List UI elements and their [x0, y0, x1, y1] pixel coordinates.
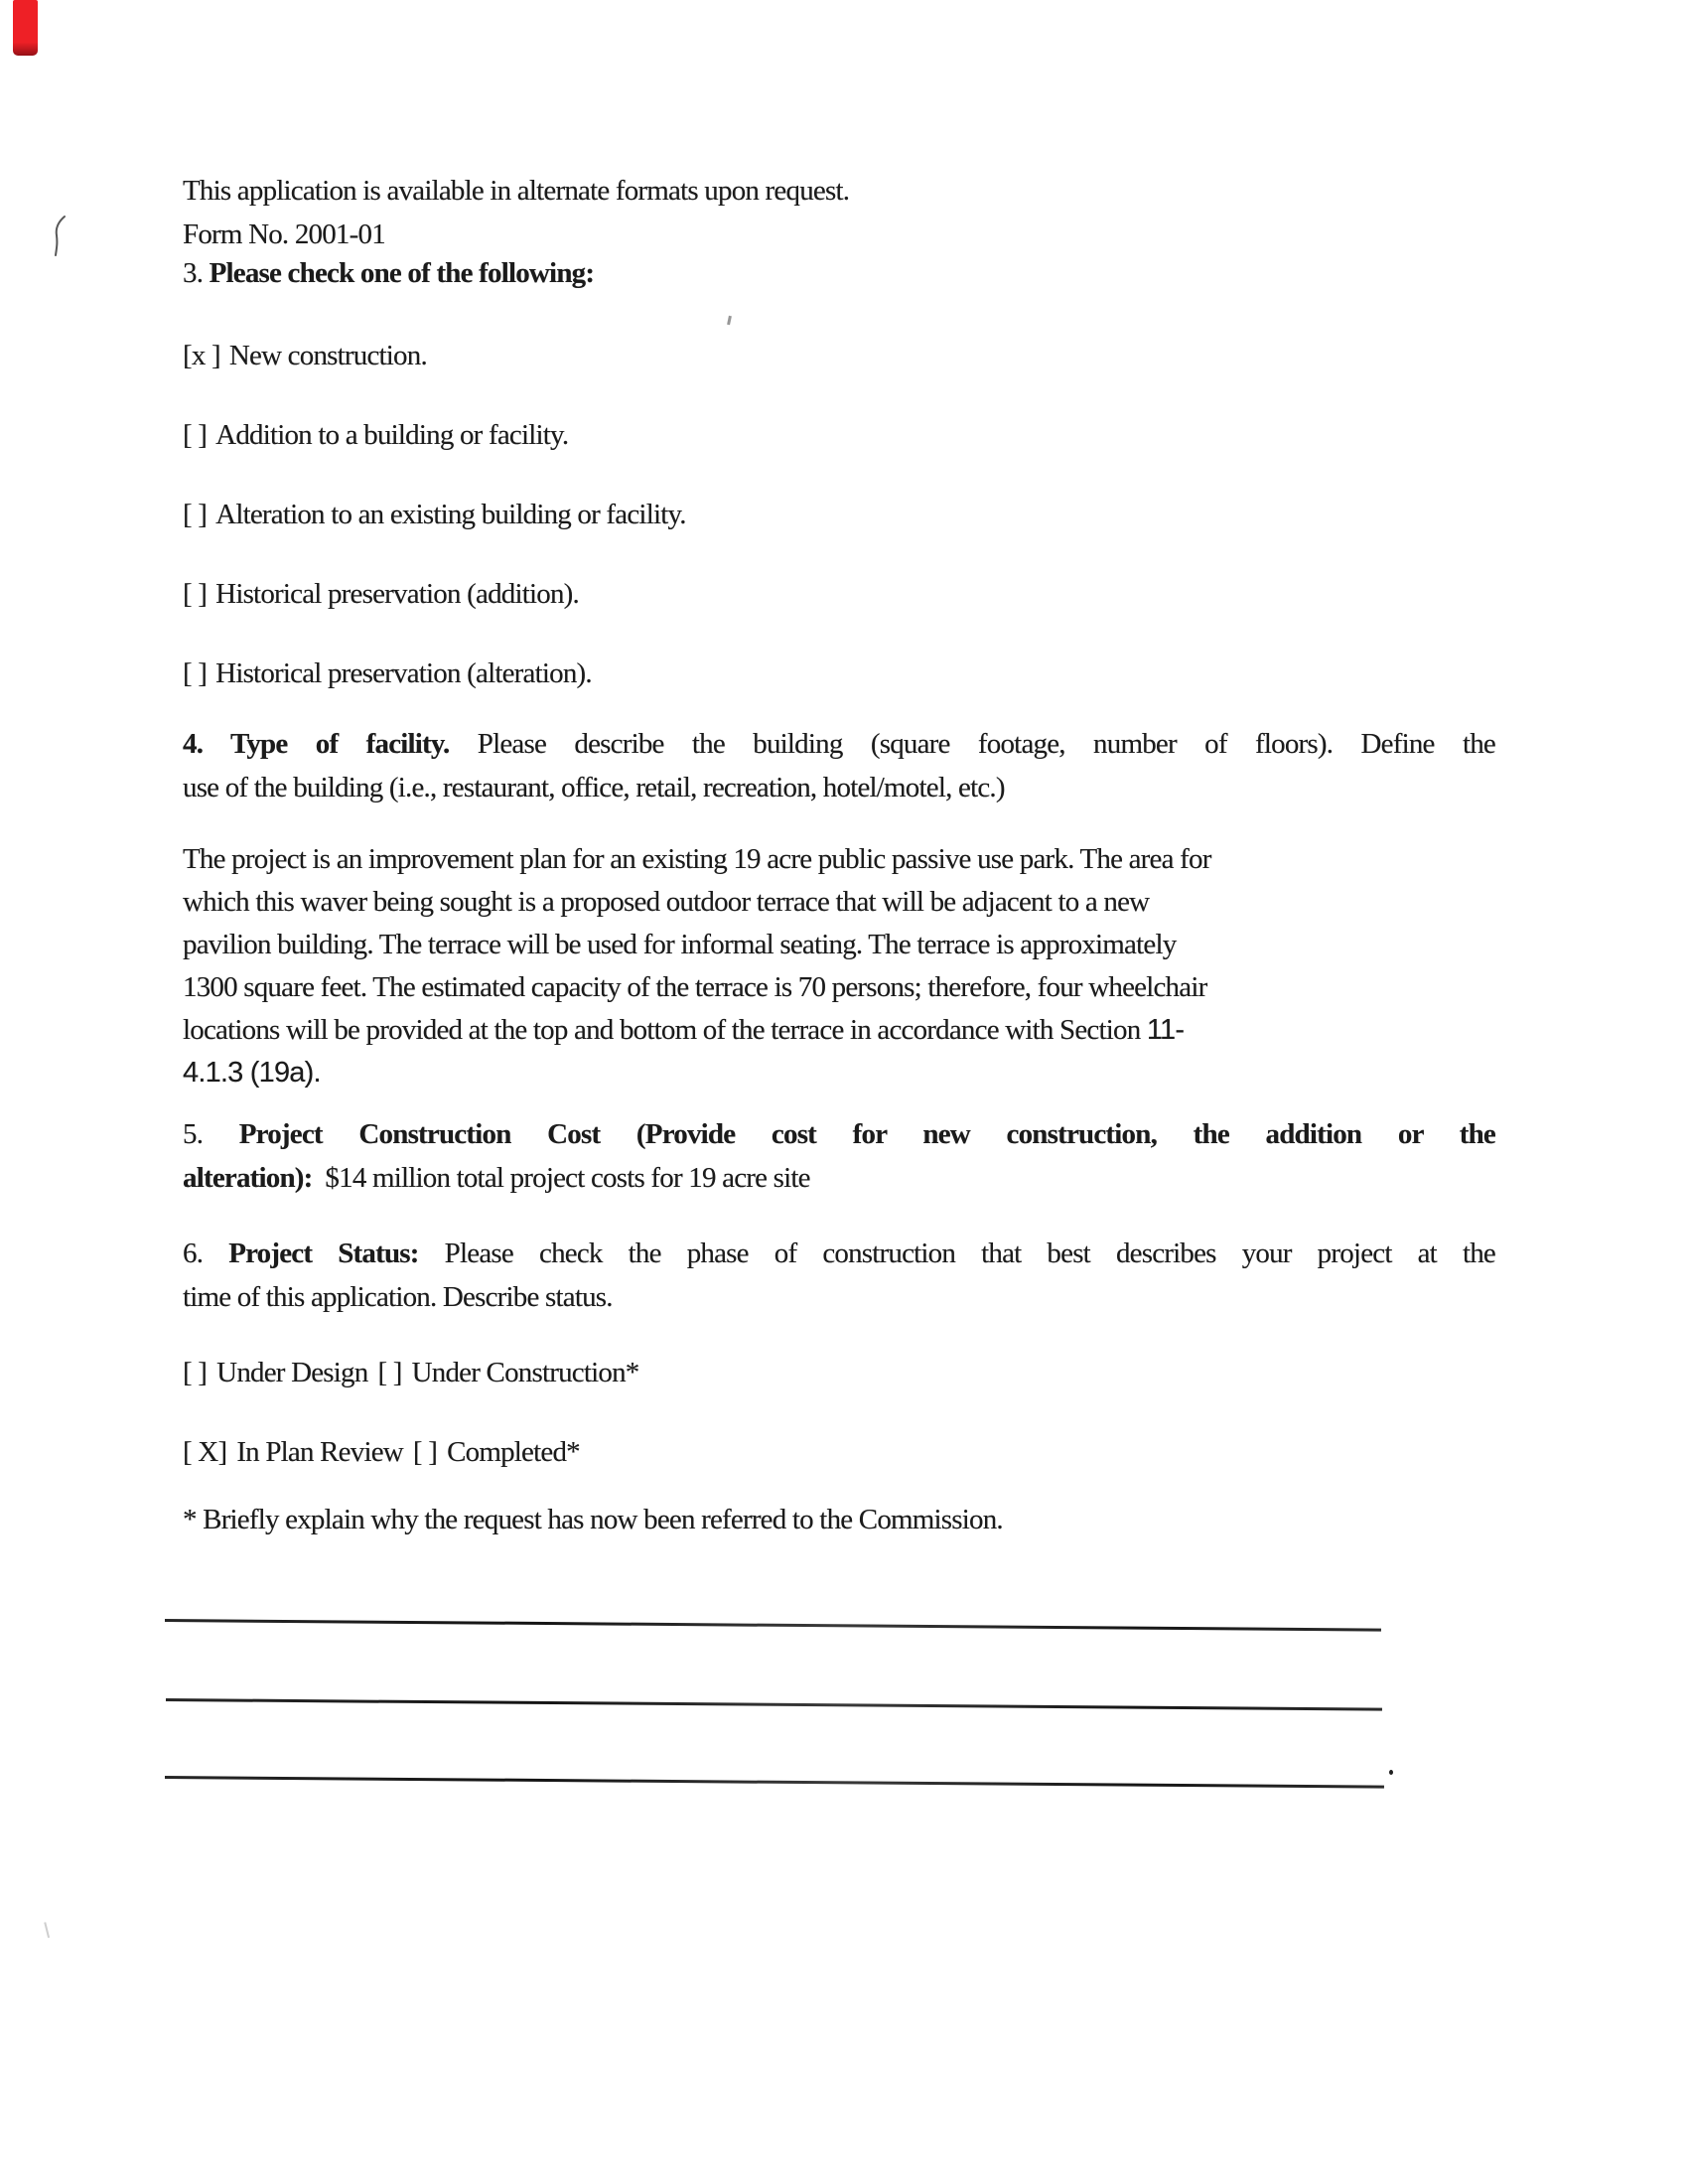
checkbox-historical-addition[interactable]: [ ] — [183, 578, 208, 610]
question-6-heading-line-1 — [183, 1238, 1495, 1270]
question-4-heading-line-1 — [183, 728, 1495, 761]
text-segment: alteration): — [183, 1162, 313, 1194]
question-3-title: Please check one of the following: — [209, 257, 595, 289]
answer-line: which this waver being sought is a proposed outdoor terrace that will be adjacent to a new — [183, 886, 1150, 918]
option-new-construction — [183, 340, 427, 372]
option-historical-addition — [183, 578, 579, 611]
text-segment: 5. — [183, 1118, 239, 1150]
status-row-review-completed — [183, 1436, 580, 1469]
status-row-design-construction — [183, 1357, 638, 1389]
text-segment: $14 million total project costs for 19 acre site — [312, 1162, 810, 1194]
checkbox-completed[interactable]: [ ] — [412, 1436, 438, 1468]
text-segment: locations will be provided at the top and bottom of the terrace in accordance with Section — [183, 1014, 1147, 1046]
red-corner-tab — [13, 0, 38, 56]
text-segment: Project Status: — [228, 1238, 419, 1269]
option-label: Historical preservation (addition). — [215, 578, 579, 610]
answer-line: 1300 square feet. The estimated capacity of the terrace is 70 persons; therefore, four wheelchair — [183, 971, 1207, 1003]
question-6-heading-line-2: time of this application. Describe status. — [183, 1281, 613, 1313]
checkbox-in-plan-review[interactable]: [ X] — [183, 1436, 227, 1468]
alternate-formats-note: This application is available in alternate formats upon request. — [183, 175, 850, 207]
text-segment: 6. — [183, 1238, 229, 1269]
answer-line: The project is an improvement plan for an existing 19 acre public passive use park. The area for — [183, 843, 1211, 875]
option-label: Alteration to an existing building or facility. — [215, 499, 686, 530]
question-5-cost-line — [183, 1162, 810, 1195]
status-label-completed: Completed* — [447, 1436, 580, 1468]
text-segment: 11- — [1146, 1014, 1185, 1046]
answer-blank-line-1[interactable] — [165, 1619, 1381, 1632]
text-segment: Project Construction Cost (Provide cost for new construction, the addition or the — [238, 1118, 1495, 1150]
checkbox-historical-alteration[interactable]: [ ] — [183, 657, 208, 689]
option-addition — [183, 419, 568, 452]
trailing-period — [1389, 1770, 1393, 1775]
checkbox-new-construction[interactable]: [x ] — [183, 340, 220, 371]
answer-line — [183, 1009, 1211, 1052]
option-historical-alteration — [183, 657, 592, 690]
text-segment: 4. Type of facility. — [183, 728, 450, 760]
checkbox-under-design[interactable]: [ ] — [183, 1357, 208, 1388]
form-number: Form No. 2001-01 — [183, 218, 385, 250]
text-segment: Please check the phase of construction that best describes your project at the — [418, 1238, 1495, 1269]
question-3-number: 3. — [183, 257, 210, 289]
status-label-under-design: Under Design — [216, 1357, 368, 1388]
text-segment: 4.1.3 (19a). — [183, 1057, 321, 1089]
checkbox-addition[interactable]: [ ] — [183, 419, 208, 451]
question-4-answer — [183, 838, 1211, 1094]
status-label-in-plan-review: In Plan Review — [236, 1436, 403, 1468]
answer-line: pavilion building. The terrace will be used for informal seating. The terrace is approximately — [183, 929, 1177, 960]
text-segment: Please describe the building (square footage, number of floors). Define the — [449, 728, 1495, 760]
scan-speck — [44, 1920, 60, 1938]
option-label: Addition to a building or facility. — [215, 419, 569, 451]
answer-line — [183, 1052, 1211, 1094]
question-4-heading-line-2: use of the building (i.e., restaurant, office, retail, recreation, hotel/motel, etc.) — [183, 772, 1005, 803]
question-5-heading-line-1 — [183, 1118, 1495, 1151]
status-label-under-construction: Under Construction* — [411, 1357, 639, 1388]
checkbox-under-construction[interactable]: [ ] — [377, 1357, 402, 1388]
question-3-heading — [183, 257, 594, 290]
answer-blank-line-3[interactable] — [165, 1776, 1384, 1789]
footnote-asterisk-note: * Briefly explain why the request has now been referred to the Commission. — [183, 1504, 1003, 1535]
option-alteration — [183, 499, 686, 531]
option-label: New construction. — [228, 340, 427, 371]
pencil-mark-icon — [50, 215, 71, 258]
checkbox-alteration[interactable]: [ ] — [183, 499, 208, 530]
scan-speck — [727, 316, 732, 325]
option-label: Historical preservation (alteration). — [215, 657, 592, 689]
answer-blank-line-2[interactable] — [166, 1698, 1382, 1711]
